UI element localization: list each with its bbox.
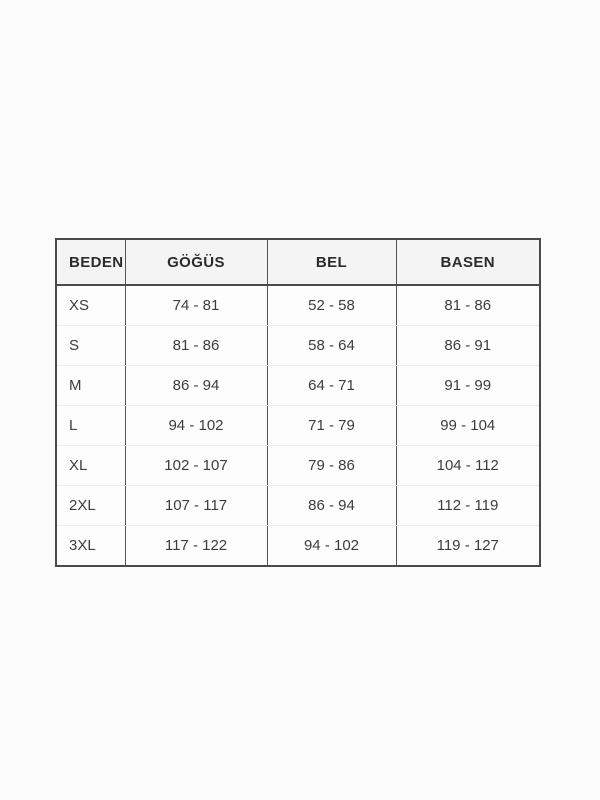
hip-range: 104 - 112 xyxy=(396,446,540,486)
hip-range: 99 - 104 xyxy=(396,406,540,446)
table-row-l xyxy=(56,406,540,446)
hip-range: 81 - 86 xyxy=(396,285,540,326)
column-header-chest: GÖĞÜS xyxy=(125,239,267,285)
waist-range: 86 - 94 xyxy=(267,486,396,526)
size-label: XL xyxy=(56,446,125,486)
waist-range: 58 - 64 xyxy=(267,326,396,366)
column-header-waist: BEL xyxy=(267,239,396,285)
column-header-size: BEDEN xyxy=(56,239,125,285)
waist-range: 52 - 58 xyxy=(267,285,396,326)
size-chart-header-row xyxy=(56,239,540,285)
size-label: 2XL xyxy=(56,486,125,526)
chest-range: 86 - 94 xyxy=(125,366,267,406)
chest-range: 81 - 86 xyxy=(125,326,267,366)
chest-range: 107 - 117 xyxy=(125,486,267,526)
hip-range: 86 - 91 xyxy=(396,326,540,366)
size-label: 3XL xyxy=(69,537,96,554)
table-row-s xyxy=(56,326,540,366)
table-row-xl xyxy=(56,446,540,486)
size-label: L xyxy=(56,406,125,446)
waist-range: 94 - 102 xyxy=(267,526,396,567)
table-row-2xl xyxy=(56,486,540,526)
size-chart-body xyxy=(56,285,540,566)
chest-range: 117 - 122 xyxy=(125,526,267,567)
hip-range: 91 - 99 xyxy=(396,366,540,406)
waist-range: 79 - 86 xyxy=(267,446,396,486)
size-chart-table xyxy=(55,238,541,567)
column-header-hip: BASEN xyxy=(396,239,540,285)
table-row-3xl xyxy=(56,526,540,567)
size-label: XS xyxy=(56,285,125,326)
size-label: S xyxy=(56,326,125,366)
size-label: M xyxy=(56,366,125,406)
hip-range: 119 - 127 xyxy=(396,526,540,567)
hip-range: 112 - 119 xyxy=(396,486,540,526)
table-row-m xyxy=(56,366,540,406)
table-row-xs xyxy=(56,285,540,326)
waist-range: 71 - 79 xyxy=(267,406,396,446)
chest-range: 74 - 81 xyxy=(125,285,267,326)
waist-range: 64 - 71 xyxy=(267,366,396,406)
chest-range: 94 - 102 xyxy=(125,406,267,446)
chest-range: 102 - 107 xyxy=(125,446,267,486)
